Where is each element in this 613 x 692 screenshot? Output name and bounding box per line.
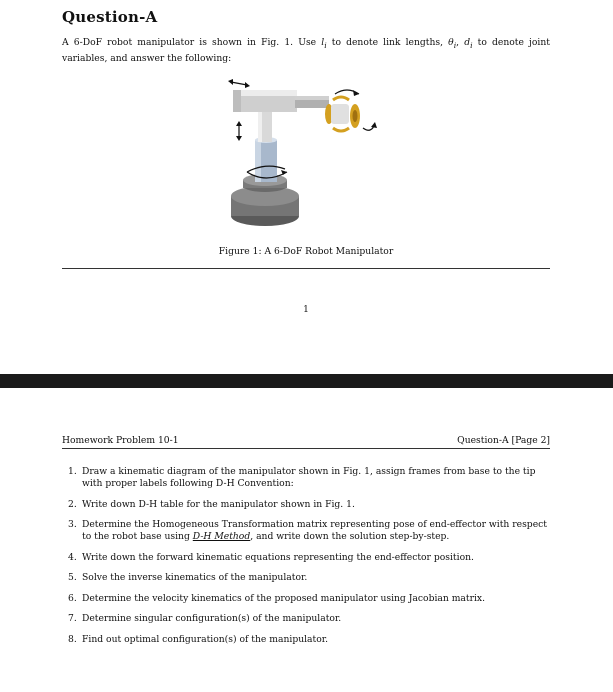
gripper-body bbox=[331, 104, 349, 124]
page-divider bbox=[0, 374, 613, 388]
header-right: Question-A [Page 2] bbox=[457, 435, 550, 446]
figure-caption: Figure 1: A 6-DoF Robot Manipulator bbox=[218, 246, 394, 257]
task-item: 4. Write down the forward kinematic equations representing the end-effector position. bbox=[68, 551, 474, 563]
running-header bbox=[62, 435, 550, 449]
intro-text-1: A 6-DoF robot manipulator is shown in Fig. 1. Use bbox=[62, 37, 322, 48]
intro-text-3: to denote joint variables, and answer the following: bbox=[62, 37, 550, 64]
dh-method-emphasis: D-H Method bbox=[192, 531, 251, 542]
task-item: 1. Draw a kinematic diagram of the manipulator shown in Fig. 1, assign frames from base to the tip with proper labels following D-H Convention: bbox=[68, 466, 536, 489]
link-length-symbol: $l_i$ bbox=[321, 37, 327, 50]
d-symbol: $d_i$ bbox=[464, 37, 473, 50]
header-left: Homework Problem 10-1 bbox=[62, 435, 179, 446]
task-list bbox=[62, 466, 550, 654]
intro-text-2: to denote link lengths, bbox=[326, 37, 449, 48]
page-number: 1 bbox=[303, 305, 309, 315]
horizontal-rule bbox=[62, 268, 550, 269]
question-title: Question-A bbox=[62, 8, 158, 26]
task-item: 6. Determine the velocity kinematics of the proposed manipulator using Jacobian matrix. bbox=[68, 592, 486, 604]
task-item: 7. Determine singular configuration(s) of the manipulator. bbox=[68, 613, 342, 624]
task-item: 3. Determine the Homogeneous Transformation matrix representing pose of end-effector with respect to the robot base using D-H Method, and write down the solution step-by-step. bbox=[68, 519, 547, 542]
horizontal-arrow bbox=[231, 82, 247, 85]
question-intro: A 6-DoF robot manipulator is shown in Fig. 1. Use $l_i$ to denote link lengths, $\theta_i$, $d_i$ to denote joint variables, and answer the following: bbox=[62, 37, 550, 64]
task-item: 5. Solve the inverse kinematics of the manipulator. bbox=[68, 572, 308, 583]
task-item: 8. Find out optimal configuration(s) of the manipulator. bbox=[68, 633, 329, 645]
robot-manipulator-figure bbox=[225, 76, 385, 236]
task-item: 2. Write down D-H table for the manipulator shown in Fig. 1. bbox=[68, 498, 355, 510]
document-page-2 bbox=[0, 388, 613, 692]
theta-symbol: $\theta_i$ bbox=[448, 37, 457, 50]
